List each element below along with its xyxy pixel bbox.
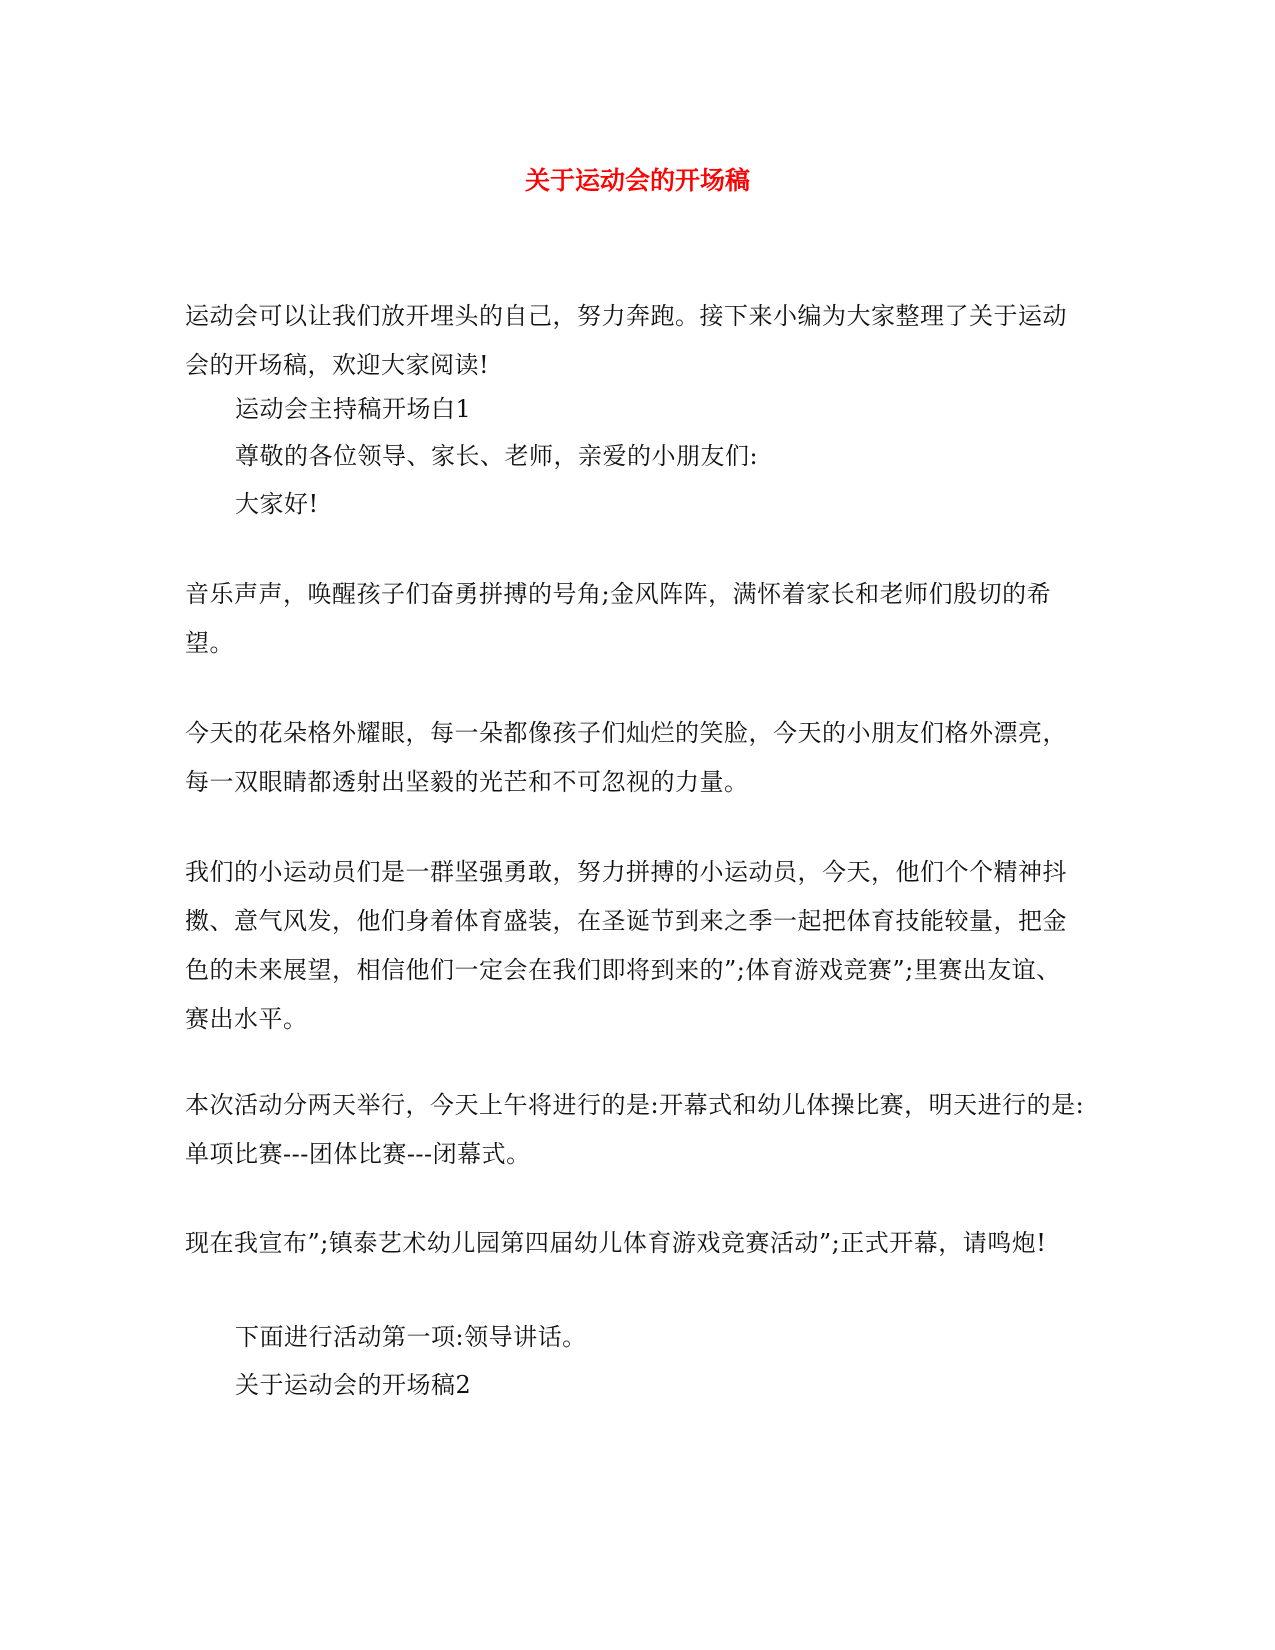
paragraph-announcement: 现在我宣布”;镇泰艺术幼儿园第四届幼儿体育游戏竞赛活动”;正式开幕，请鸣炮! — [185, 1229, 1047, 1257]
paragraph-music: 音乐声声，唤醒孩子们奋勇拼搏的号角;金风阵阵，满怀着家长和老师们殷切的希望。 — [185, 580, 1052, 657]
section1-heading: 运动会主持稿开场白1 — [235, 395, 472, 423]
paragraph-athletes: 我们的小运动员们是一群坚强勇敢，努力拼搏的小运动员，今天，他们个个精神抖擞、意气风发，他们身着体育盛装，在圣诞节到来之季一起把体育技能较量，把金色的未来展望，相信他们一定会在我们即将到来的”;体育游戏竞赛”;里赛出友谊、赛出水平。 — [185, 858, 1067, 1033]
greeting: 大家好! — [235, 490, 319, 518]
paragraph-flowers: 今天的花朵格外耀眼，每一朵都像孩子们灿烂的笑脸，今天的小朋友们格外漂亮，每一双眼睛都透射出坚毅的光芒和不可忽视的力量。 — [185, 719, 1067, 796]
next-item-line: 下面进行活动第一项:领导讲话。 — [235, 1323, 587, 1351]
intro-paragraph: 运动会可以让我们放开埋头的自己，努力奔跑。接下来小编为大家整理了关于运动会的开场稿，欢迎大家阅读! — [185, 302, 1067, 379]
section2-heading: 关于运动会的开场稿2 — [235, 1371, 472, 1399]
document-title: 关于运动会的开场稿 — [524, 166, 750, 195]
salutation: 尊敬的各位领导、家长、老师，亲爱的小朋友们: — [235, 442, 759, 470]
paragraph-schedule: 本次活动分两天举行，今天上午将进行的是:开幕式和幼儿体操比赛，明天进行的是:单项比赛---团体比赛---闭幕式。 — [185, 1091, 1085, 1168]
